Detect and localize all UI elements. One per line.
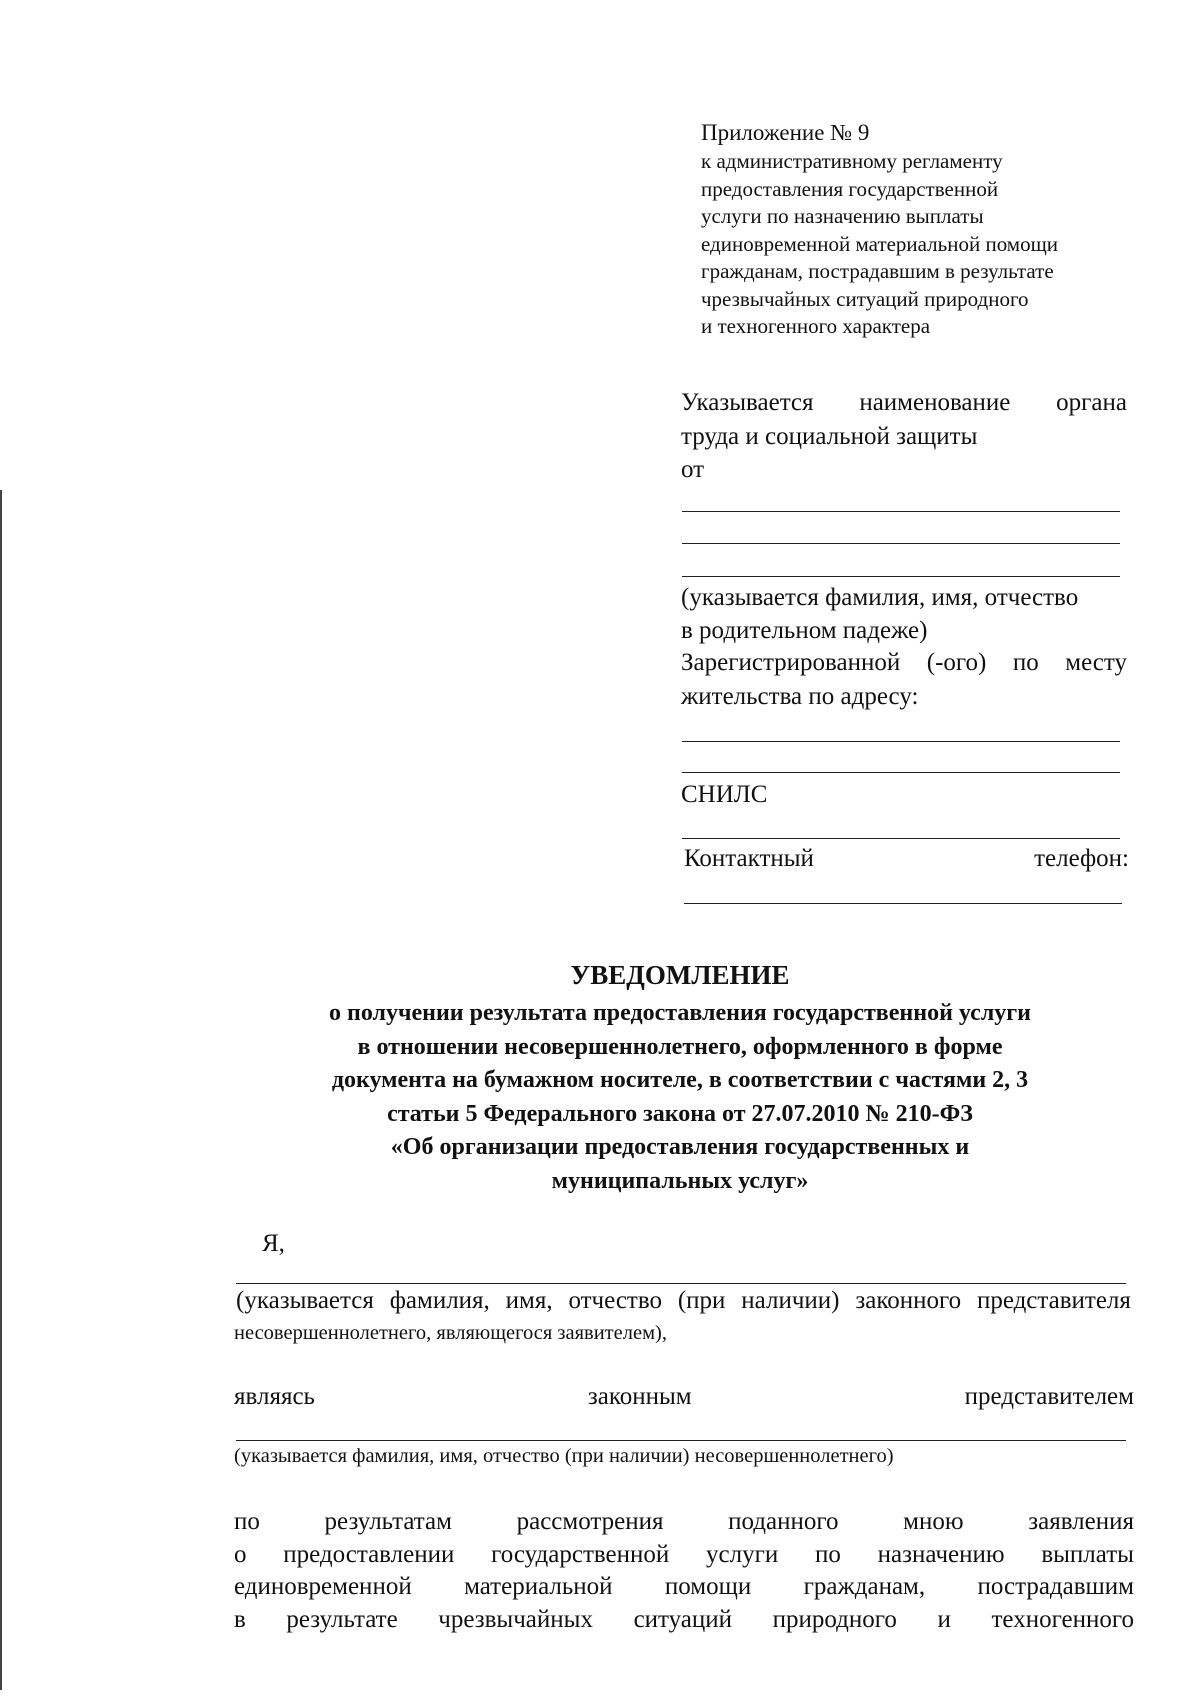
organ-word: наименование — [859, 389, 1011, 416]
minor-hint: (указывается фамилия, имя, отчество (при наличии) несовершеннолетнего) — [234, 1445, 894, 1467]
paragraph-word: пострадавшим — [977, 1573, 1134, 1600]
appendix-line: к административному регламенту — [701, 149, 1003, 173]
appendix-line: чрезвычайных ситуаций природного — [701, 286, 1029, 311]
paragraph-word: в — [234, 1606, 246, 1633]
paragraph-word: государственной — [491, 1541, 670, 1568]
being-word: законным — [587, 1383, 692, 1410]
snils-input-line[interactable] — [682, 838, 1120, 839]
paragraph-word: природного — [772, 1606, 897, 1633]
scan-edge-line — [0, 490, 2, 1690]
rep-hint-word: имя, — [505, 1287, 553, 1314]
subtitle-line: муниципальных услуг» — [551, 1167, 809, 1194]
minor-input-line[interactable] — [236, 1440, 1126, 1441]
registered-word: Зарегистрированной — [681, 649, 901, 676]
being-word: являясь — [234, 1383, 315, 1410]
phone-label-row — [684, 842, 1129, 875]
snils-label: СНИЛС — [681, 781, 768, 808]
paragraph-word: выплаты — [1041, 1541, 1134, 1568]
paragraph-row — [234, 1573, 1134, 1601]
paragraph-row — [234, 1606, 1134, 1634]
paragraph-word: чрезвычайных — [438, 1606, 593, 1633]
appendix-line: единовременной материальной помощи — [701, 231, 1058, 256]
paragraph-word: результате — [286, 1606, 398, 1633]
subtitle-line: в отношении несовершеннолетнего, оформленного в форме — [357, 1033, 1003, 1060]
organ-line-2: труда и социальной защиты — [681, 423, 978, 450]
fio-input-line[interactable] — [682, 543, 1120, 544]
paragraph-row — [234, 1508, 1134, 1536]
appendix-line: Приложение № 9 — [701, 120, 870, 145]
paragraph-word: ситуаций — [633, 1606, 733, 1633]
ya-label: Я, — [262, 1230, 285, 1257]
rep-hint-line-1 — [236, 1287, 1131, 1315]
appendix-line: предоставления государственной — [701, 176, 999, 201]
address-input-line[interactable] — [682, 772, 1120, 773]
paragraph-word: техногенного — [991, 1606, 1134, 1633]
notice-title: УВЕДОМЛЕНИЕ — [570, 960, 790, 990]
phone-input-line[interactable] — [684, 903, 1122, 904]
paragraph-word: и — [937, 1606, 951, 1633]
paragraph-word: по — [234, 1508, 260, 1535]
being-word: представителем — [964, 1383, 1134, 1410]
subtitle-line: «Об организации предоставления государственных и — [390, 1134, 970, 1160]
subtitle-line: о получении результата предоставления государственной услуги — [328, 1000, 1032, 1026]
rep-hint-line-2: несовершеннолетнего, являющегося заявителем), — [234, 1322, 667, 1344]
fio-hint-line-1: (указывается фамилия, имя, отчество — [681, 584, 1079, 611]
notice-subtitle — [240, 997, 1120, 1198]
paragraph-word: материальной — [464, 1573, 613, 1600]
appendix-block — [701, 118, 1058, 341]
paragraph-word: гражданам, — [803, 1573, 926, 1600]
paragraph-word: результатам — [324, 1508, 452, 1535]
paragraph-word: услуги — [706, 1541, 779, 1568]
paragraph-row — [234, 1541, 1134, 1569]
appendix-line: услуги по назначению выплаты — [701, 204, 984, 228]
phone-word: Контактный — [684, 845, 814, 872]
being-row — [234, 1383, 1134, 1411]
subtitle-line: статьи 5 Федерального закона от 27.07.2010 № 210-ФЗ — [387, 1100, 973, 1127]
paragraph-word: по — [815, 1541, 841, 1568]
rep-hint-word: наличии) — [741, 1287, 840, 1314]
organ-word: органа — [1056, 389, 1127, 416]
rep-hint-word: отчество — [568, 1287, 662, 1314]
paragraph-word: помощи — [664, 1573, 752, 1600]
organ-line-1 — [681, 386, 1127, 419]
paragraph-word: о — [234, 1541, 247, 1568]
registered-word: (-ого) — [926, 649, 987, 676]
registered-word: месту — [1065, 649, 1127, 676]
paragraph-word: мною — [903, 1508, 964, 1535]
paragraph-word: рассмотрения — [516, 1508, 664, 1535]
fio-input-line[interactable] — [682, 511, 1120, 512]
rep-hint-word: законного — [855, 1287, 962, 1314]
from-label: от — [681, 456, 705, 483]
registered-word: по — [1012, 649, 1039, 676]
registered-line-2: жительства по адресу: — [681, 683, 919, 710]
appendix-line: гражданам, пострадавшим в результате — [701, 259, 1054, 283]
address-input-line[interactable] — [682, 741, 1120, 742]
appendix-line: и техногенного характера — [701, 314, 931, 338]
rep-hint-word: представителя — [976, 1287, 1131, 1314]
fio-input-line[interactable] — [682, 576, 1120, 577]
paragraph-word: предоставлении — [283, 1541, 455, 1568]
representative-input-line[interactable] — [236, 1283, 1126, 1284]
paragraph-word: поданного — [728, 1508, 839, 1535]
rep-hint-word: (при — [677, 1287, 726, 1314]
rep-hint-word: (указывается — [236, 1287, 374, 1314]
registered-line-1 — [681, 646, 1127, 679]
phone-word: телефон: — [1034, 845, 1129, 872]
fio-hint-line-2: в родительном падеже) — [681, 617, 928, 644]
subtitle-line: документа на бумажном носителе, в соответствии с частями 2, 3 — [331, 1067, 1029, 1093]
paragraph-word: назначению — [877, 1541, 1005, 1568]
rep-hint-word: фамилия, — [389, 1287, 490, 1314]
organ-word: Указывается — [681, 389, 814, 416]
paragraph-word: единовременной — [234, 1573, 412, 1600]
paragraph-word: заявления — [1028, 1508, 1134, 1535]
